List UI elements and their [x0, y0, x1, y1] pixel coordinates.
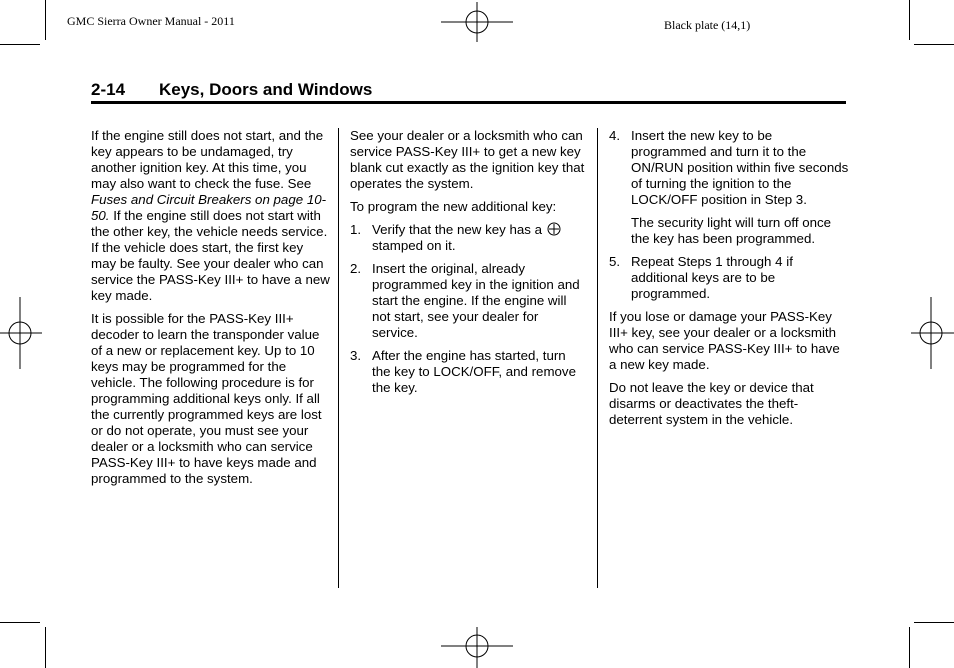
- column-divider: [338, 128, 339, 588]
- heading-rule: [91, 101, 846, 104]
- step-number: 1.: [350, 222, 362, 237]
- list-item: 3. After the engine has started, turn the key to LOCK/OFF, and remove the key.: [350, 348, 576, 395]
- transponder-key-symbol-icon: [547, 222, 561, 236]
- registration-mark-top: [441, 2, 513, 42]
- list-item: 2. Insert the original, already programmed key in the ignition and start the engine. If the engine will not start, see your dealer for service.: [350, 261, 580, 340]
- column-divider: [597, 128, 598, 588]
- list-item: 5. Repeat Steps 1 through 4 if additional keys are to be programmed.: [609, 254, 793, 301]
- running-header-left: GMC Sierra Owner Manual - 2011: [67, 14, 235, 28]
- paragraph: See your dealer or a locksmith who can service PASS-Key III+ to get a new key blank cut exactly as the ignition key that operates the system.: [350, 128, 585, 191]
- registration-mark-bottom: [441, 627, 513, 668]
- column-1: [91, 128, 331, 494]
- step-number: 3.: [350, 348, 362, 363]
- paragraph: It is possible for the PASS-Key III+ decoder to learn the transponder value of a new or replacement key. Up to 10 keys may be programmed for the vehicle. The following procedure is for programming additional keys only. If all the currently programmed keys are lost or do not operate, you must see your dealer or a locksmith who can service PASS-Key III+ to have keys made and programmed to the system.: [91, 311, 322, 486]
- paragraph: If you lose or damage your PASS-Key III+ key, see your dealer or a locksmith who can service PASS-Key III+ to have a new key made.: [609, 309, 840, 372]
- section-title: Keys, Doors and Windows: [159, 80, 373, 99]
- list-item: 1. Verify that the new key has a stamped on it.: [350, 222, 585, 254]
- step-note: The security light will turn off once the key has been programmed.: [631, 215, 832, 246]
- column-2: [350, 128, 585, 403]
- step-number: 5.: [609, 254, 621, 269]
- step-number: 2.: [350, 261, 362, 276]
- registration-mark-left: [0, 297, 42, 369]
- step-number: 4.: [609, 128, 621, 143]
- section-number: 2-14: [91, 80, 126, 99]
- cross-reference-link[interactable]: Fuses and Circuit Breakers on page 10-50.: [91, 192, 327, 223]
- paragraph: If the engine still does not start, and the key appears to be undamaged, try another ignition key. At this time, you may also want to check the fuse. See Fuses and Circuit Breakers on page 10-50. If the engine still does not start with the other key, the vehicle needs service. If the vehicle does start, the first key may be faulty. See your dealer who can service the PASS-Key III+ to have a new key made.: [91, 128, 330, 303]
- registration-mark-right: [911, 297, 954, 369]
- paragraph: Do not leave the key or device that disarms or deactivates the theft-deterrent system in the vehicle.: [609, 380, 814, 427]
- list-item: 4. Insert the new key to be programmed and turn it to the ON/RUN position within five seconds of turning the ignition to the LOCK/OFF position in Step 3. The security light will turn off once the key has been programmed.: [609, 128, 849, 246]
- column-3: [609, 128, 849, 435]
- paragraph: To program the new additional key:: [350, 199, 557, 214]
- section-heading: [91, 80, 372, 100]
- running-header-right: Black plate (14,1): [664, 18, 751, 32]
